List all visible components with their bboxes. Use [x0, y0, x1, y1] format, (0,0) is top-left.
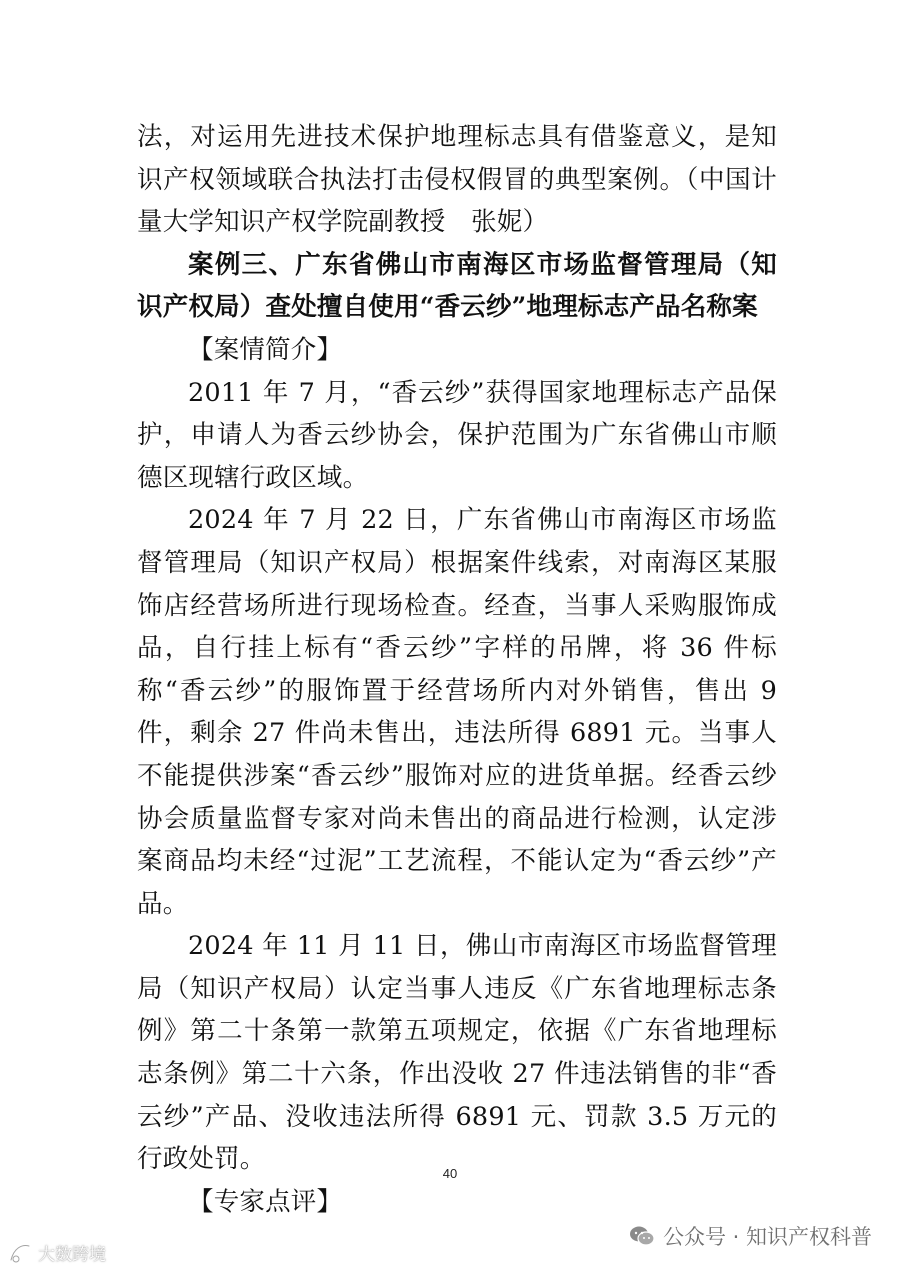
watermark-brand: [8, 1240, 106, 1265]
page-number: 40: [442, 1166, 458, 1181]
paragraph-continuation: 法，对运用先进技术保护地理标志具有借鉴意义，是知识产权领域联合执法打击侵权假冒的典型案例。（中国计量大学知识产权学院副教授 张妮）: [137, 122, 777, 238]
watermark-right-text: 公众号 · 知识产权科普: [662, 1225, 872, 1249]
paragraph-protection-info: 2011 年 7 月，“香云纱”获得国家地理标志产品保护，申请人为香云纱协会，保护范围为广东省佛山市顺德区现辖行政区域。: [137, 377, 777, 493]
section-heading-case-summary: 【案情简介】: [188, 334, 343, 365]
paragraph-inspection: 2024 年 7 月 22 日，广东省佛山市南海区市场监督管理局（知识产权局）根据案件线索，对南海区某服饰店经营场所进行现场检查。经查，当事人采购服饰成品，自行挂上标有“香云纱”字样的吊牌，将 36 件标称“香云纱”的服饰置于经营场所内对外销售，售出 9 件，剩余 27 件尚未售出，违法所得 6891 元。当事人不能提供涉案“香云纱”服饰对应的进货单据。经香云纱协会质量监督专家对尚未售出的商品进行检测，认定涉案商品均未经“过泥”工艺流程，不能认定为“香云纱”产品。: [137, 505, 777, 919]
wechat-icon: [629, 1225, 655, 1247]
logo-icon: [8, 1242, 32, 1264]
watermark-official-account: [629, 1221, 872, 1251]
paragraph-penalty: 2024 年 11 月 11 日，佛山市南海区市场监督管理局（知识产权局）认定当事人违反《广东省地理标志条例》第二十条第一款第五项规定，依据《广东省地理标志条例》第二十六条，作出没收 27 件违法销售的非“香云纱”产品、没收违法所得 6891 元、罚款 3.5 万元的行政处罚。: [137, 931, 777, 1175]
document-body: [137, 116, 777, 1223]
case-heading: 案例三、广东省佛山市南海区市场监督管理局（知识产权局）查处擅自使用“香云纱”地理标志产品名称案: [137, 249, 777, 323]
watermark-left-text: 大数跨境: [38, 1245, 106, 1265]
section-heading-expert-review: 【专家点评】: [188, 1186, 343, 1217]
